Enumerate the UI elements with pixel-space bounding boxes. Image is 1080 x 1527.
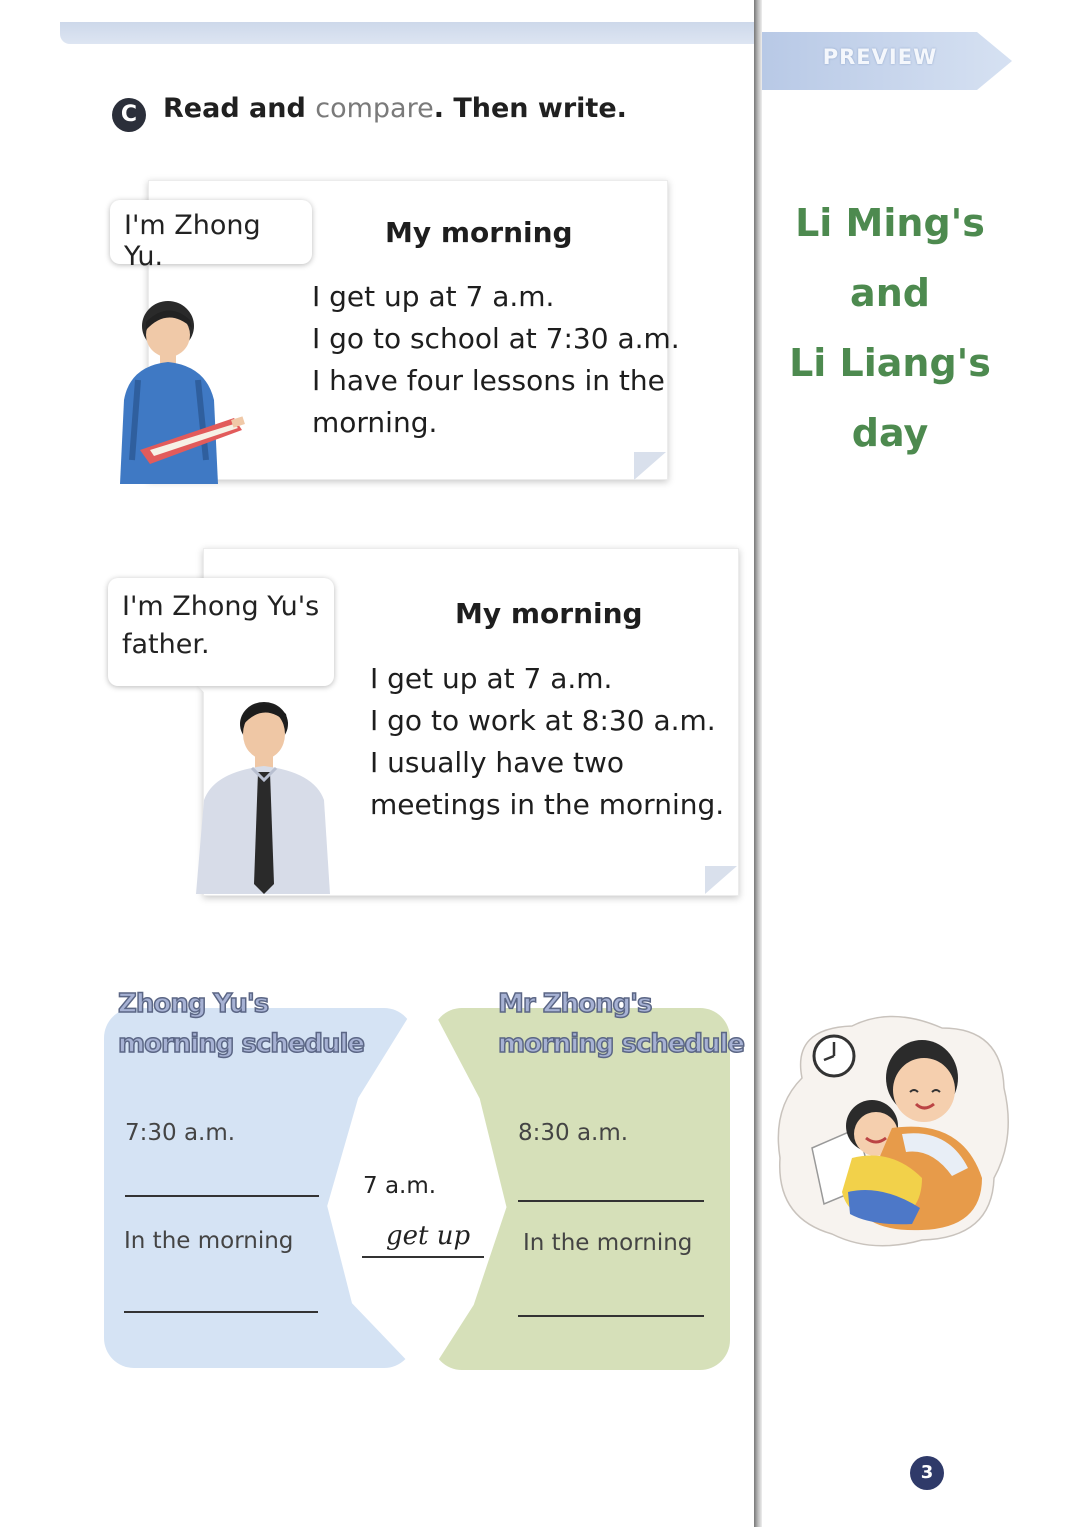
instruction-compare: compare bbox=[315, 93, 434, 124]
clock-icon bbox=[814, 1036, 854, 1076]
card1-line: I go to school at 7:30 a.m. bbox=[312, 322, 680, 355]
right-blank-2[interactable] bbox=[518, 1315, 704, 1317]
father-image bbox=[192, 696, 332, 894]
top-banner-strip bbox=[60, 22, 760, 44]
page-number: 3 bbox=[910, 1456, 944, 1490]
speech-bubble-father bbox=[108, 578, 334, 686]
venn-right-title-line: morning schedule bbox=[498, 1029, 745, 1059]
sidebar-title-line: Li Liang's bbox=[789, 341, 991, 385]
venn-left-title-line: Zhong Yu's bbox=[118, 989, 269, 1019]
right-time: 8:30 a.m. bbox=[518, 1120, 629, 1146]
page-spine bbox=[754, 0, 762, 1527]
speech-bubble-zhong-yu: I'm Zhong Yu. bbox=[110, 200, 312, 264]
right-blank-1[interactable] bbox=[518, 1200, 704, 1202]
section-badge: C bbox=[112, 98, 146, 132]
speech-line: father. bbox=[122, 629, 210, 660]
sidebar-title bbox=[770, 188, 1010, 468]
card1-title: My morning bbox=[385, 216, 573, 249]
speech-line: I'm Zhong Yu's bbox=[122, 591, 320, 622]
right-morning-label: In the morning bbox=[523, 1230, 693, 1256]
middle-blank[interactable] bbox=[362, 1256, 484, 1258]
card1-line: morning. bbox=[312, 406, 438, 439]
sidebar-title-line: day bbox=[851, 411, 929, 455]
preview-label: PREVIEW bbox=[822, 45, 938, 69]
venn-right-title-line: Mr Zhong's bbox=[498, 989, 652, 1019]
card1-line: I have four lessons in the bbox=[312, 364, 665, 397]
middle-time: 7 a.m. bbox=[363, 1173, 437, 1199]
father-and-son-illustration bbox=[772, 1008, 1012, 1252]
middle-answer: get up bbox=[386, 1221, 471, 1251]
sidebar-title-line: Li Ming's bbox=[795, 201, 985, 245]
instruction-part3: . Then write. bbox=[433, 93, 627, 124]
card2-line: I usually have two bbox=[370, 746, 625, 779]
card2-line: meetings in the morning. bbox=[370, 788, 725, 821]
left-blank-1[interactable] bbox=[125, 1195, 319, 1197]
venn-left-title-line: morning schedule bbox=[118, 1029, 365, 1059]
instruction bbox=[163, 93, 627, 124]
card2-title: My morning bbox=[455, 597, 643, 630]
left-blank-2[interactable] bbox=[124, 1311, 318, 1313]
venn-left-title bbox=[118, 984, 364, 1064]
venn-right-title bbox=[498, 984, 744, 1064]
instruction-part1: Read and bbox=[163, 93, 316, 124]
left-time: 7:30 a.m. bbox=[125, 1120, 236, 1146]
sidebar-title-line: and bbox=[850, 271, 930, 315]
left-morning-label: In the morning bbox=[124, 1228, 294, 1254]
card2-line: I get up at 7 a.m. bbox=[370, 662, 613, 695]
boy-with-book-image bbox=[110, 300, 260, 484]
card1-line: I get up at 7 a.m. bbox=[312, 280, 555, 313]
card2-line: I go to work at 8:30 a.m. bbox=[370, 704, 716, 737]
